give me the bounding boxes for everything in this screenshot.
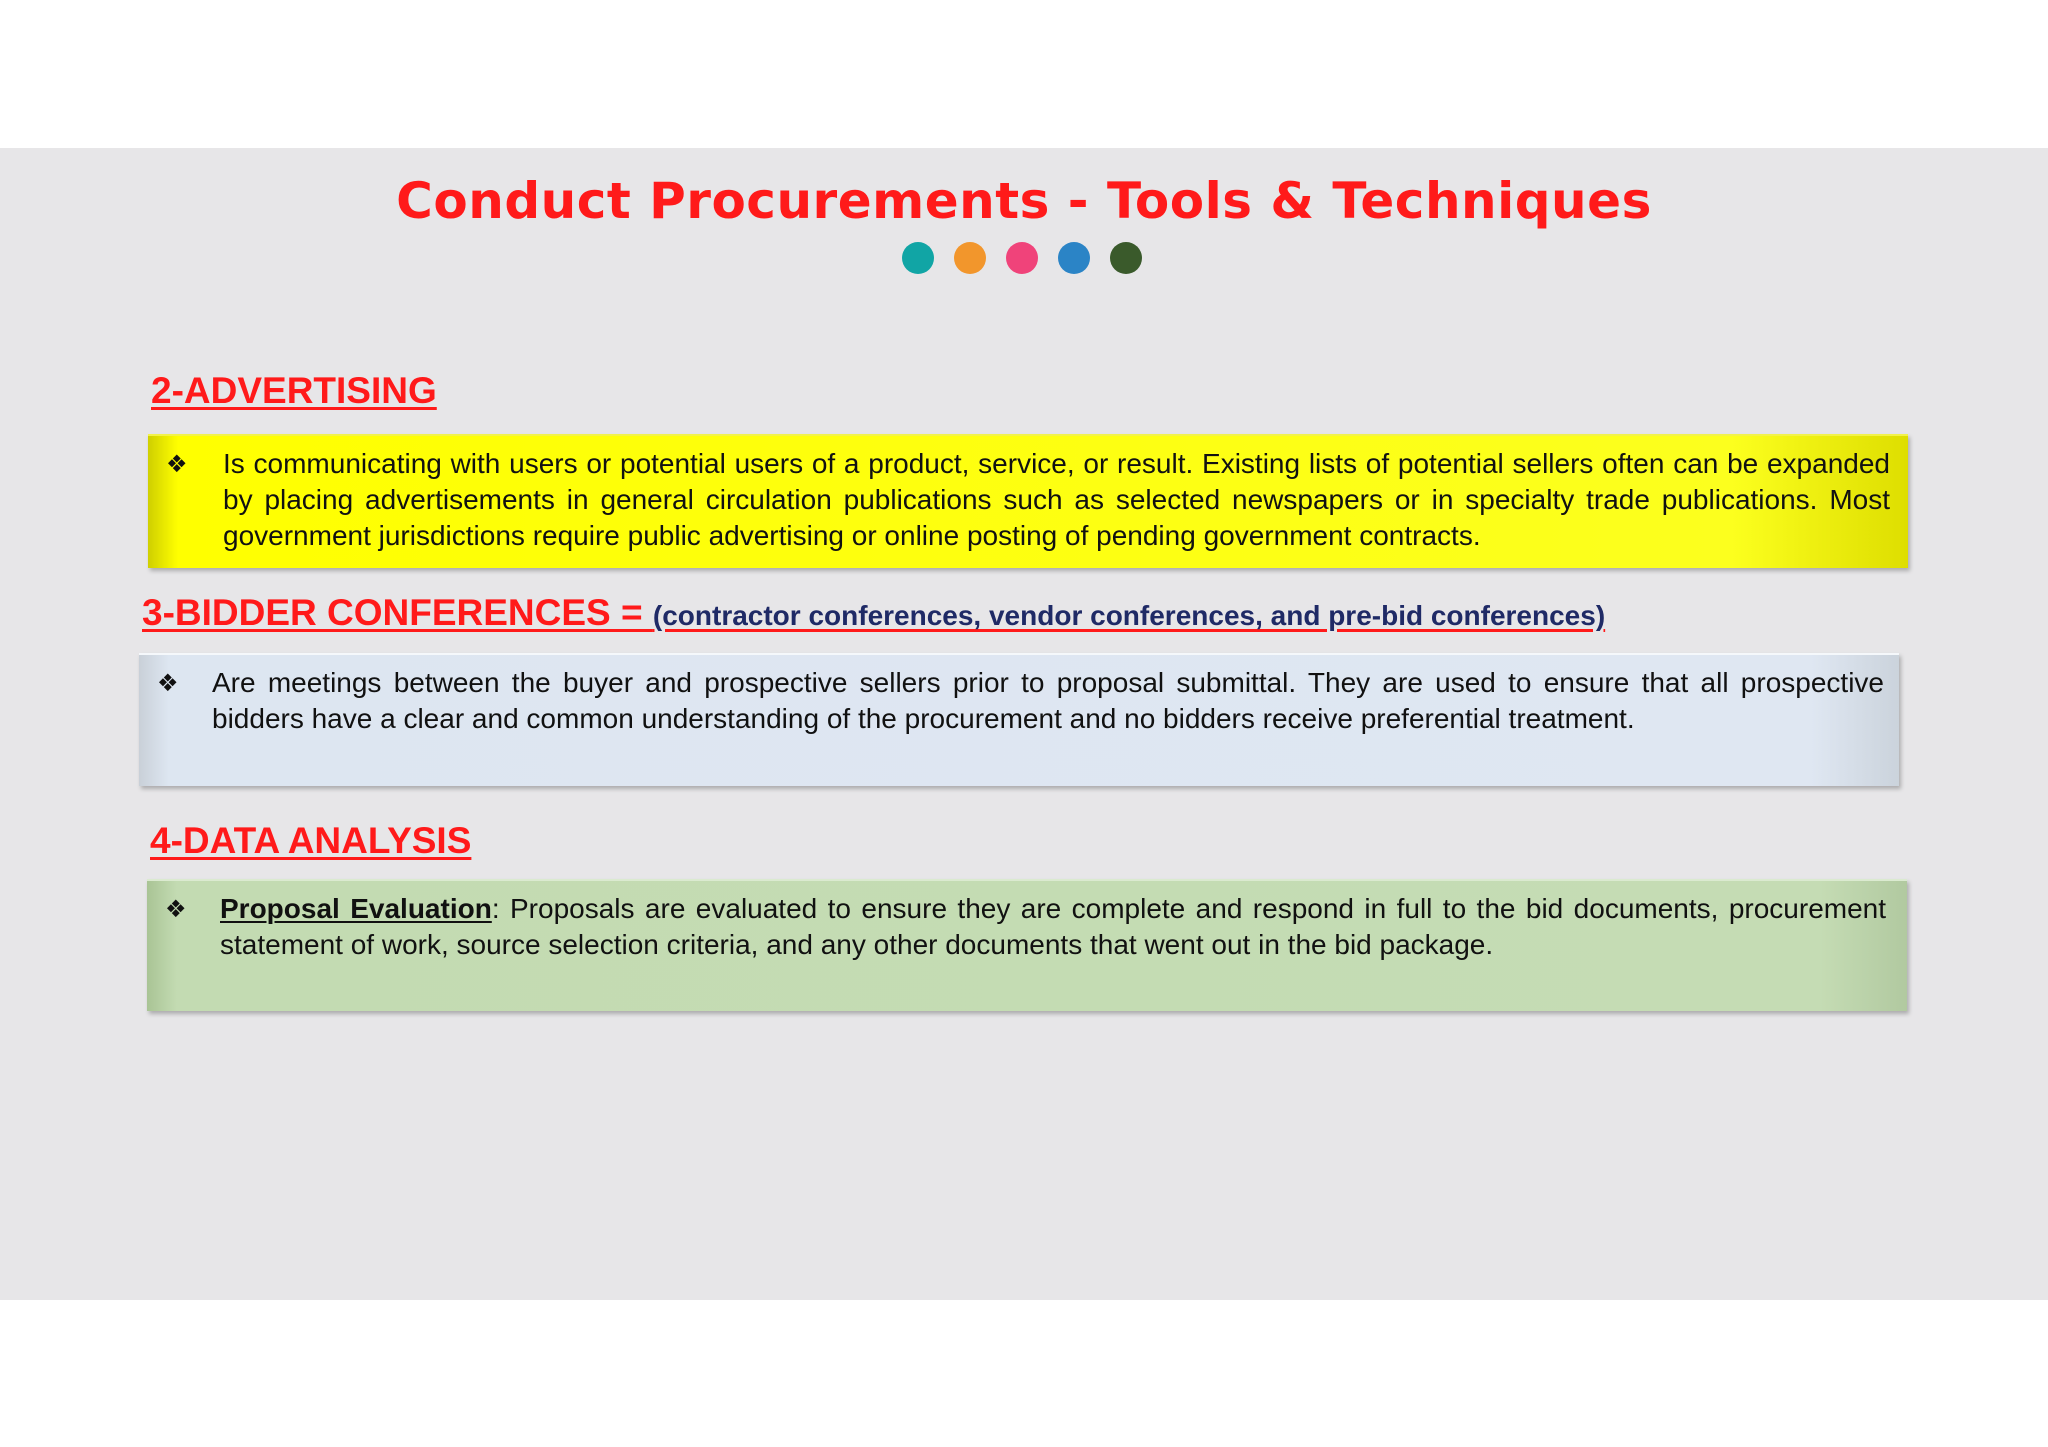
green-dot-icon [1110,242,1142,274]
bidder-conferences-subtitle: (contractor conferences, vendor conferences, and pre-bid conferences) [652,600,1606,631]
advertising-box [148,434,1908,568]
diamond-bullet-icon: ❖ [165,895,187,923]
data-analysis-heading: 4-DATA ANALYSIS [150,820,472,861]
advertising-heading: 2-ADVERTISING [151,370,437,411]
data-analysis-box [147,879,1907,1011]
decorative-dots [902,242,1142,274]
teal-dot-icon [902,242,934,274]
proposal-evaluation-text: : Proposals are evaluated to ensure they are complete and respond in full to the bid documents, procurement statement of work, source selection criteria, and any other documents that went out in the bid package. [220,893,1887,960]
diamond-bullet-icon: ❖ [157,669,179,697]
bidder-conferences-text: Are meetings between the buyer and prospective sellers prior to proposal submittal. They are used to ensure that all prospective bidders have a clear and common understanding of the procurement and no bidders receive preferential treatment. [212,667,1884,734]
blue-dot-icon [1058,242,1090,274]
orange-dot-icon [954,242,986,274]
advertising-text: Is communicating with users or potential users of a product, service, or result. Existing lists of potential sellers often can be expanded by placing advertisements in general circulation publications such as selected newspapers or in specialty trade publications. Most government jurisdictions require public advertising or online posting of pending government contracts. [223,448,1890,551]
bidder-conferences-title: 3-BIDDER CONFERENCES = [142,592,653,633]
diamond-bullet-icon: ❖ [166,450,188,478]
slide [0,148,2048,1300]
slide-title: Conduct Procurements - Tools & Techniques [396,172,1652,230]
proposal-evaluation-label: Proposal Evaluation [220,893,492,924]
bidder-conferences-heading [142,592,1605,634]
data-analysis-text [220,891,1886,963]
bidder-conferences-box [139,653,1899,786]
pink-dot-icon [1006,242,1038,274]
